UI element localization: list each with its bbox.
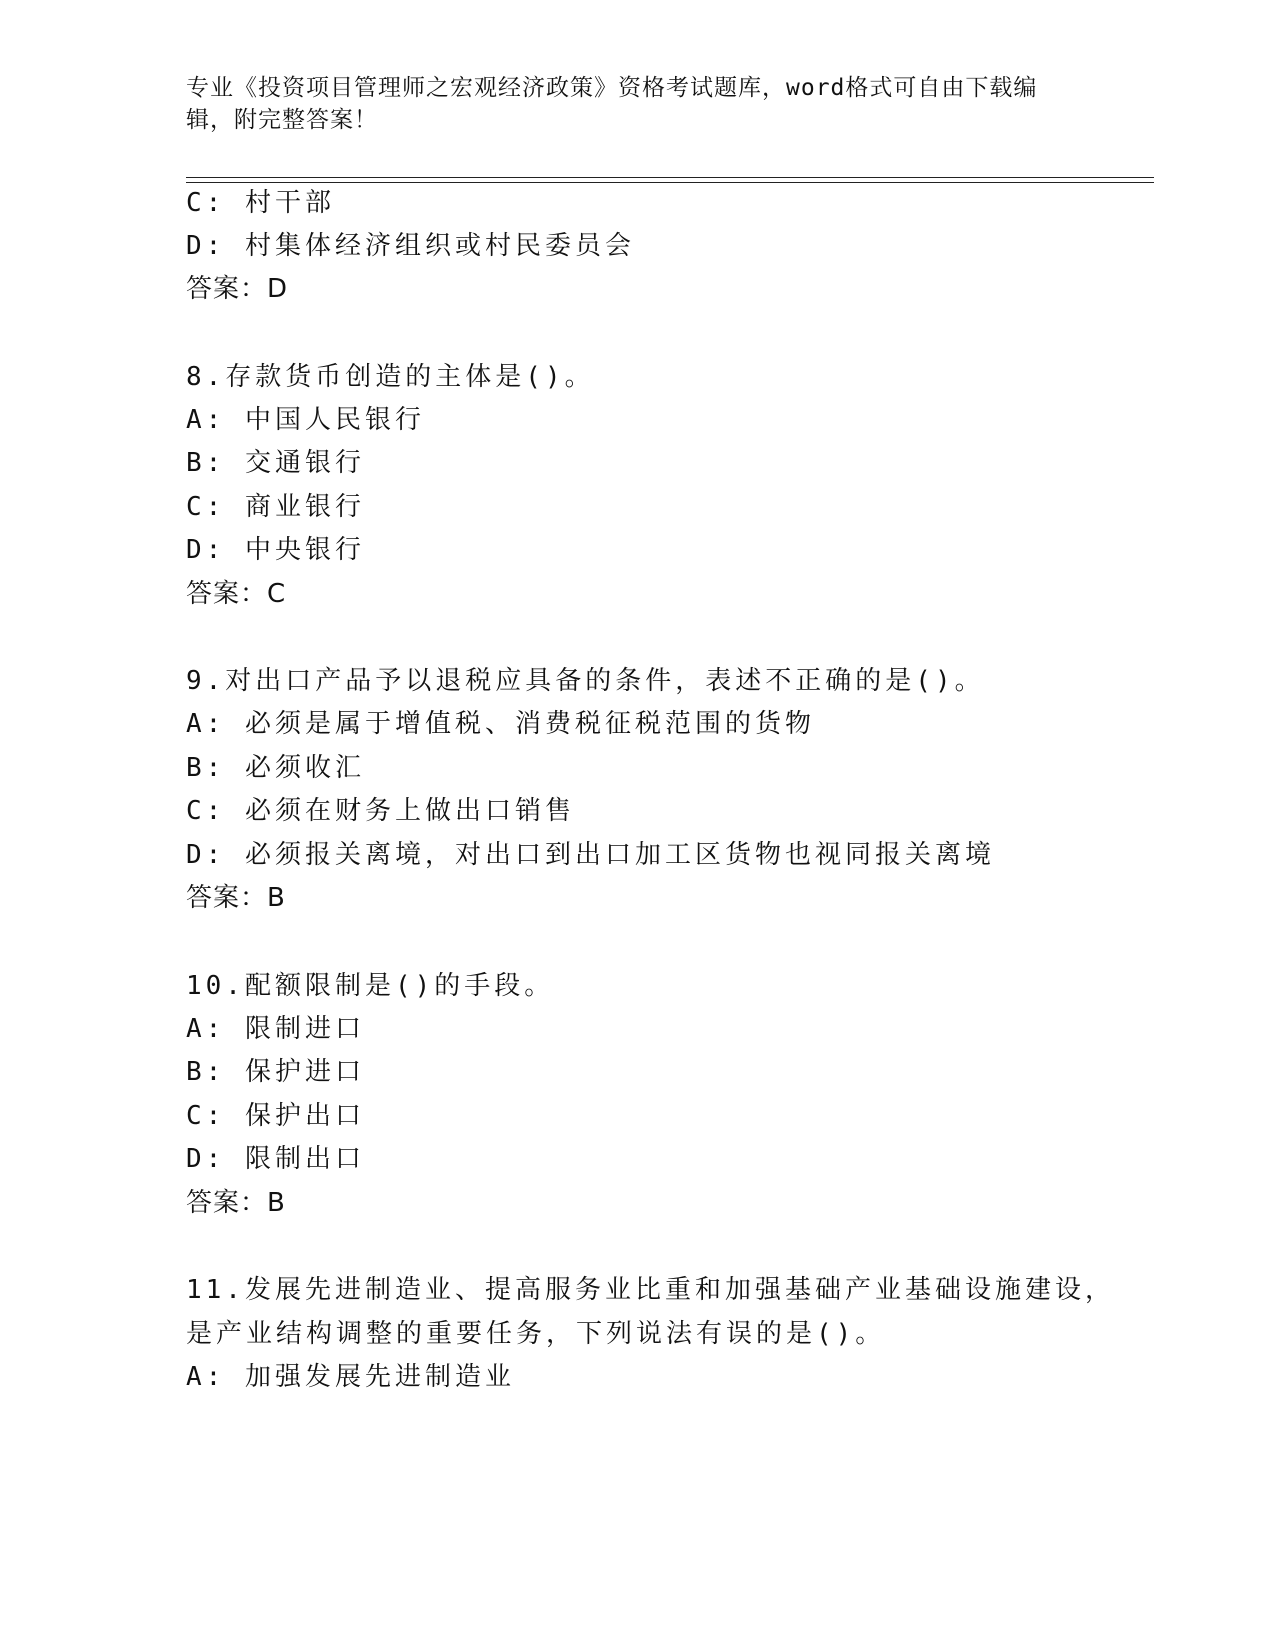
header-rule-top: [186, 177, 1154, 178]
answer: 答案：B: [186, 1188, 286, 1218]
option-d: D: 村集体经济组织或村民委员会: [186, 231, 635, 261]
header-rule-bottom: [186, 182, 1154, 183]
question-stem: 10.配额限制是()的手段。: [186, 971, 555, 1001]
option-b: B: 交通银行: [186, 448, 365, 478]
option-b: B: 必须收汇: [186, 753, 365, 783]
answer: 答案：B: [186, 883, 286, 913]
header-line-2: 辑，附完整答案！: [186, 107, 378, 133]
document-header: [186, 72, 1086, 136]
option-a: A: 中国人民银行: [186, 405, 425, 435]
answer: 答案：C: [186, 579, 287, 609]
question-stem: 11.发展先进制造业、提高服务业比重和加强基础产业基础设施建设，: [186, 1275, 1115, 1305]
option-a: A: 必须是属于增值税、消费税征税范围的货物: [186, 709, 815, 739]
option-a: A: 限制进口: [186, 1014, 365, 1044]
option-c: C: 必须在财务上做出口销售: [186, 796, 575, 826]
option-d: D: 限制出口: [186, 1144, 365, 1174]
question-stem: 9.对出口产品予以退税应具备的条件，表述不正确的是()。: [186, 666, 985, 696]
header-line-1: 专业《投资项目管理师之宏观经济政策》资格考试题库，word格式可自由下载编: [186, 75, 1038, 101]
option-c: C: 商业银行: [186, 492, 365, 522]
option-c: C: 保护出口: [186, 1101, 365, 1131]
option-a: A: 加强发展先进制造业: [186, 1362, 515, 1392]
option-d: D: 中央银行: [186, 535, 365, 565]
answer: 答案：D: [186, 274, 289, 304]
option-c: C: 村干部: [186, 188, 335, 218]
question-stem: 8.存款货币创造的主体是()。: [186, 362, 595, 392]
option-b: B: 保护进口: [186, 1057, 365, 1087]
option-d: D: 必须报关离境，对出口到出口加工区货物也视同报关离境: [186, 840, 995, 870]
question-stem-continued: 是产业结构调整的重要任务，下列说法有误的是()。: [186, 1319, 886, 1349]
